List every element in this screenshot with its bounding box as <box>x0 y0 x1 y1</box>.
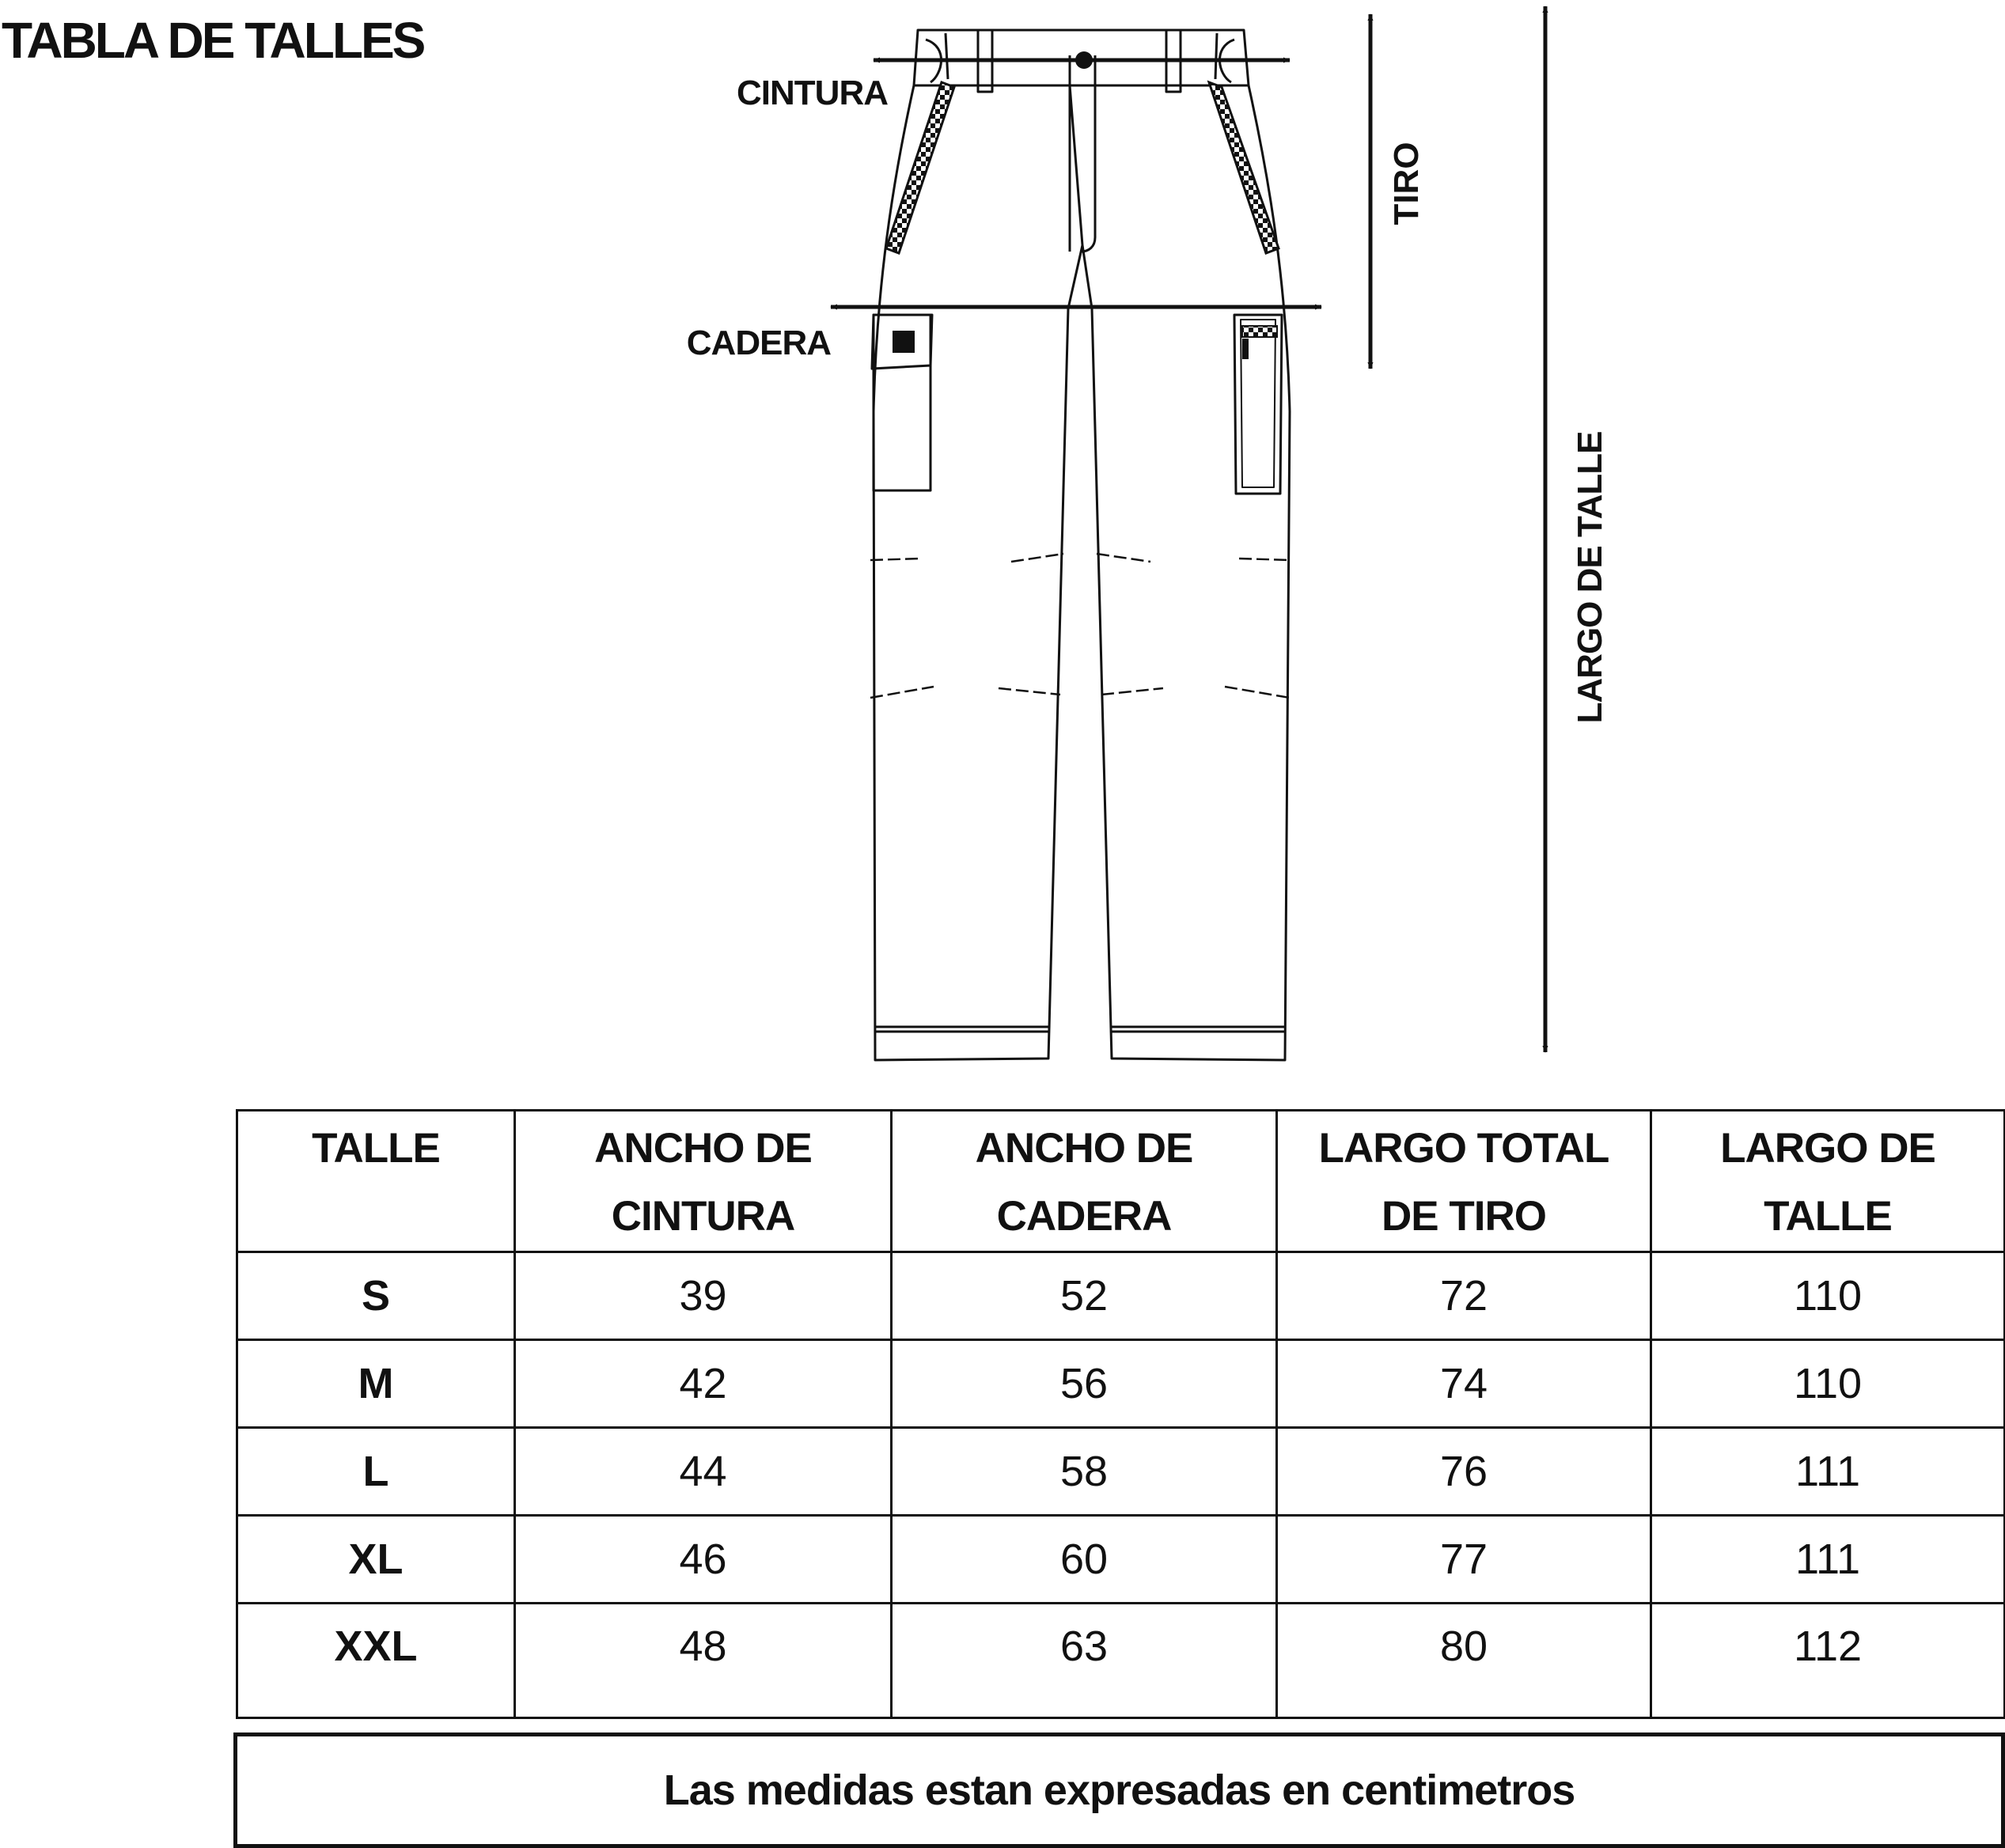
table-cell: 74 <box>1277 1340 1651 1428</box>
table-cell: 80 <box>1277 1604 1651 1718</box>
table-cell: 76 <box>1277 1428 1651 1516</box>
table-row <box>237 1252 2005 1340</box>
size-cell: XXL <box>237 1604 515 1718</box>
size-cell: S <box>237 1252 515 1340</box>
left-pocket-tab <box>893 331 915 353</box>
cintura-marker <box>1075 51 1093 69</box>
header-ancho-cintura: ANCHO DE CINTURA <box>515 1111 892 1252</box>
cintura-label: CINTURA <box>737 74 888 112</box>
table-cell: 39 <box>515 1252 892 1340</box>
size-table <box>236 1109 2005 1719</box>
page-title: TABLA DE TALLES <box>2 12 424 69</box>
table-cell: 48 <box>515 1604 892 1718</box>
size-cell: M <box>237 1340 515 1428</box>
right-zipper-pocket <box>1209 82 1279 253</box>
table-cell: 46 <box>515 1516 892 1604</box>
header-largo-talle: LARGO DE TALLE <box>1651 1111 2005 1252</box>
tiro-label: TIRO <box>1387 142 1426 225</box>
table-cell: 110 <box>1651 1340 2005 1428</box>
table-header-row <box>237 1111 2005 1252</box>
table-cell: 52 <box>892 1252 1277 1340</box>
header-talle: TALLE <box>237 1111 515 1252</box>
table-cell: 44 <box>515 1428 892 1516</box>
table-cell: 72 <box>1277 1252 1651 1340</box>
pants-drawing <box>870 30 1290 1060</box>
size-cell: XL <box>237 1516 515 1604</box>
table-cell: 42 <box>515 1340 892 1428</box>
largo-de-talle-label: LARGO DE TALLE <box>1571 431 1609 724</box>
cadera-label: CADERA <box>686 324 831 362</box>
table-row <box>237 1604 2005 1718</box>
table-row <box>237 1516 2005 1604</box>
table-cell: 58 <box>892 1428 1277 1516</box>
table-cell: 110 <box>1651 1252 2005 1340</box>
table-cell: 111 <box>1651 1428 2005 1516</box>
size-cell: L <box>237 1428 515 1516</box>
units-note: Las medidas estan expresadas en centimetros <box>233 1733 2005 1848</box>
table-row <box>237 1340 2005 1428</box>
table-cell: 111 <box>1651 1516 2005 1604</box>
table-cell: 77 <box>1277 1516 1651 1604</box>
table-cell: 56 <box>892 1340 1277 1428</box>
table-row <box>237 1428 2005 1516</box>
table-cell: 60 <box>892 1516 1277 1604</box>
table-cell: 63 <box>892 1604 1277 1718</box>
right-pocket-zip <box>1242 326 1277 337</box>
table-cell: 112 <box>1651 1604 2005 1718</box>
header-largo-tiro: LARGO TOTAL DE TIRO <box>1277 1111 1651 1252</box>
header-ancho-cadera: ANCHO DE CADERA <box>892 1111 1277 1252</box>
